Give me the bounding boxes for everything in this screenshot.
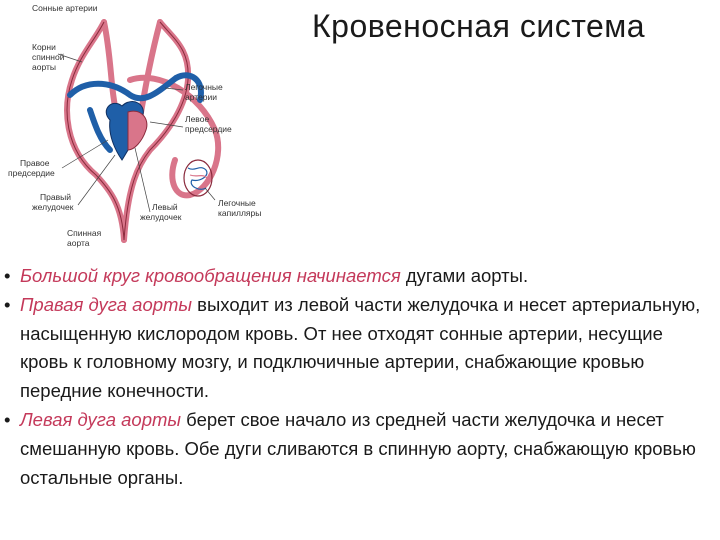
label-dorsal-aorta: Спинная	[67, 228, 102, 238]
label-left-ventricle: желудочек	[140, 212, 182, 222]
label-lung-capillaries: капилляры	[218, 208, 262, 218]
slide-title: Кровеносная система	[312, 8, 646, 44]
bullet-text: выходит из левой части желудочка и несет артериальную, насыщенную кислородом кровь. От нее отходят сонные артерии, несущие кровь к головному мозгу, и подключичные артерии, снабжающие кровью передние конечности.	[20, 293, 701, 402]
label-right-ventricle: Правый	[40, 192, 71, 202]
label-aortic-root: Корни	[32, 42, 56, 52]
label-aortic-root: спинной	[32, 52, 65, 62]
bullet-list	[4, 262, 712, 492]
bullet-marker: •	[4, 265, 11, 286]
bullet-marker: •	[4, 293, 11, 315]
bullet-text: дугами аорты.	[400, 265, 529, 286]
label-right-atrium: Правое	[20, 158, 50, 168]
label-left-ventricle: Левый	[152, 202, 178, 212]
label-carotid: Сонные артерии	[32, 3, 98, 13]
label-pulmonary-arteries: Легочные	[185, 82, 223, 92]
label-lung-capillaries: Легочные	[218, 198, 256, 208]
bullet-text: берет свое начало из средней части желудочка и несет смешанную кровь. Обе дуги сливаются в спинную аорту, снабжающую кровью остальные органы.	[20, 408, 696, 488]
bullet-highlight: Правая дуга аорты	[20, 293, 193, 315]
label-left-atrium: Левое	[185, 114, 210, 124]
bullet-item	[4, 291, 712, 406]
label-pulmonary-arteries: артерии	[185, 92, 218, 102]
bullet-highlight: Большой круг кровообращения начинается	[20, 265, 401, 286]
label-aortic-root: аорты	[32, 62, 56, 72]
label-right-atrium: предсердие	[8, 168, 55, 178]
label-right-ventricle: желудочек	[32, 202, 74, 212]
bullet-marker: •	[4, 408, 11, 430]
circulatory-system-diagram	[0, 0, 300, 260]
label-dorsal-aorta: аорта	[67, 238, 90, 248]
label-left-atrium: предсердие	[185, 124, 232, 134]
bullet-item	[4, 262, 712, 291]
bullet-highlight: Левая дуга аорты	[20, 408, 182, 430]
bullet-item	[4, 406, 712, 492]
